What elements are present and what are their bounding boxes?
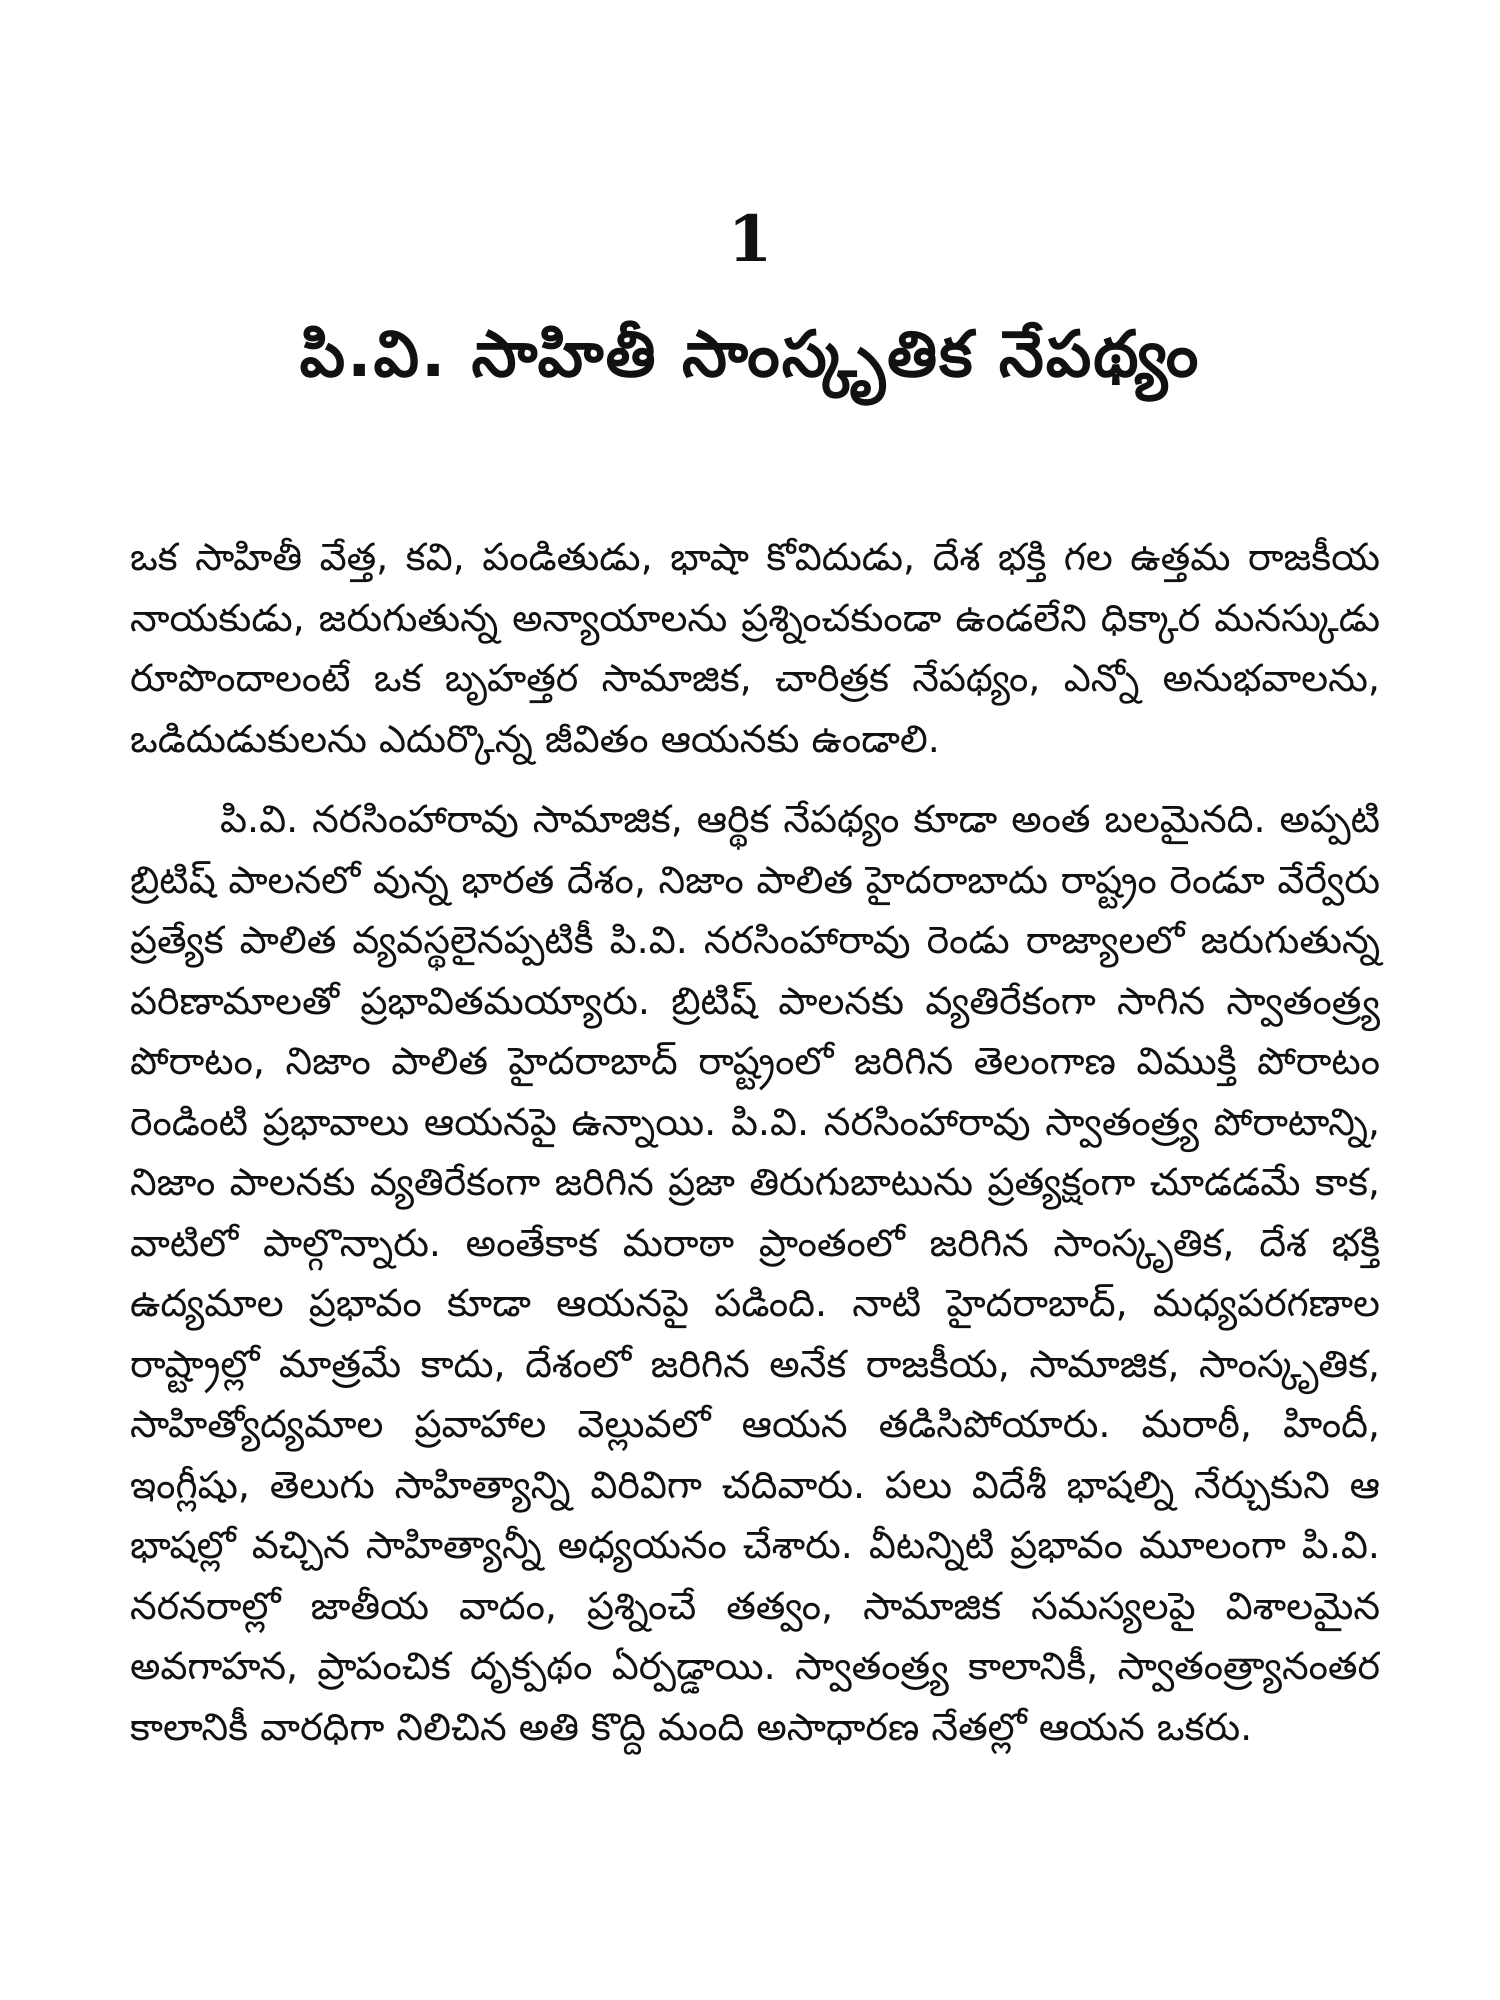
chapter-body (130, 527, 1380, 1757)
paragraph: ఒక సాహితీ వేత్త, కవి, పండితుడు, భాషా కోవిదుడు, దేశ భక్తి గల ఉత్తమ రాజకీయ నాయకుడు, జరుగుతున్న అన్యాయాలను ప్రశ్నించకుండా ఉండలేని ధిక్కార మనస్కుడు రూపొందాలంటే ఒక బృహత్తర సామాజిక, చారిత్రక నేపథ్యం, ఎన్నో అనుభవాలను, ఒడిదుడుకులను ఎదుర్కొన్న జీవితం ఆయనకు ఉండాలి. (130, 535, 1380, 761)
chapter-title: పి.వి. సాహితీ సాంస్కృతిక నేపథ్యం (299, 318, 1201, 392)
chapter-number: 1 (727, 202, 773, 277)
paragraph: పి.వి. నరసింహారావు సామాజిక, ఆర్థిక నేపథ్యం కూడా అంత బలమైనది. అప్పటి బ్రిటిష్ పాలనలో వున్న భారత దేశం, నిజాం పాలిత హైదరాబాదు రాష్ట్రం రెండూ వేర్వేరు ప్రత్యేక పాలిత వ్యవస్థలైనప్పటికీ పి.వి. నరసింహారావు రెండు రాజ్యాలలో జరుగుతున్న పరిణామాలతో ప్రభావితమయ్యారు. బ్రిటిష్ పాలనకు వ్యతిరేకంగా సాగిన స్వాతంత్ర్య పోరాటం, నిజాం పాలిత హైదరాబాద్ రాష్ట్రంలో జరిగిన తెలంగాణ విముక్తి పోరాటం రెండింటి ప్రభావాలు ఆయనపై ఉన్నాయి. పి.వి. నరసింహారావు స్వాతంత్ర్య పోరాటాన్ని, నిజాం పాలనకు వ్యతిరేకంగా జరిగిన ప్రజా తిరుగుబాటును ప్రత్యక్షంగా చూడడమే కాక, వాటిలో పాల్గొన్నారు. అంతేకాక మరాఠా ప్రాంతంలో జరిగిన సాంస్కృతిక, దేశ భక్తి ఉద్యమాల ప్రభావం కూడా ఆయనపై పడింది. నాటి హైదరాబాద్, మధ్యపరగణాల రాష్ట్రాల్లో మాత్రమే కాదు, దేశంలో జరిగిన అనేక రాజకీయ, సామాజిక, సాంస్కృతిక, సాహిత్యోద్యమాల ప్రవాహాల వెల్లువలో ఆయన తడిసిపోయారు. మరాఠీ, హిందీ, ఇంగ్లీషు, తెలుగు సాహిత్యాన్ని విరివిగా చదివారు. పలు విదేశీ భాషల్ని నేర్చుకుని ఆ భాషల్లో వచ్చిన సాహిత్యాన్నీ అధ్యయనం చేశారు. వీటన్నిటి ప్రభావం మూలంగా పి.వి. నరనరాల్లో జాతీయ వాదం, ప్రశ్నించే తత్వం, సామాజిక సమస్యలపై విశాలమైన అవగాహన, ప్రాపంచిక దృక్పథం ఏర్పడ్డాయి. స్వాతంత్ర్య కాలానికీ, స్వాతంత్ర్యానంతర కాలానికీ వారధిగా నిలిచిన అతి కొద్ది మంది అసాధారణ నేతల్లో ఆయన ఒకరు. (130, 797, 1380, 1749)
